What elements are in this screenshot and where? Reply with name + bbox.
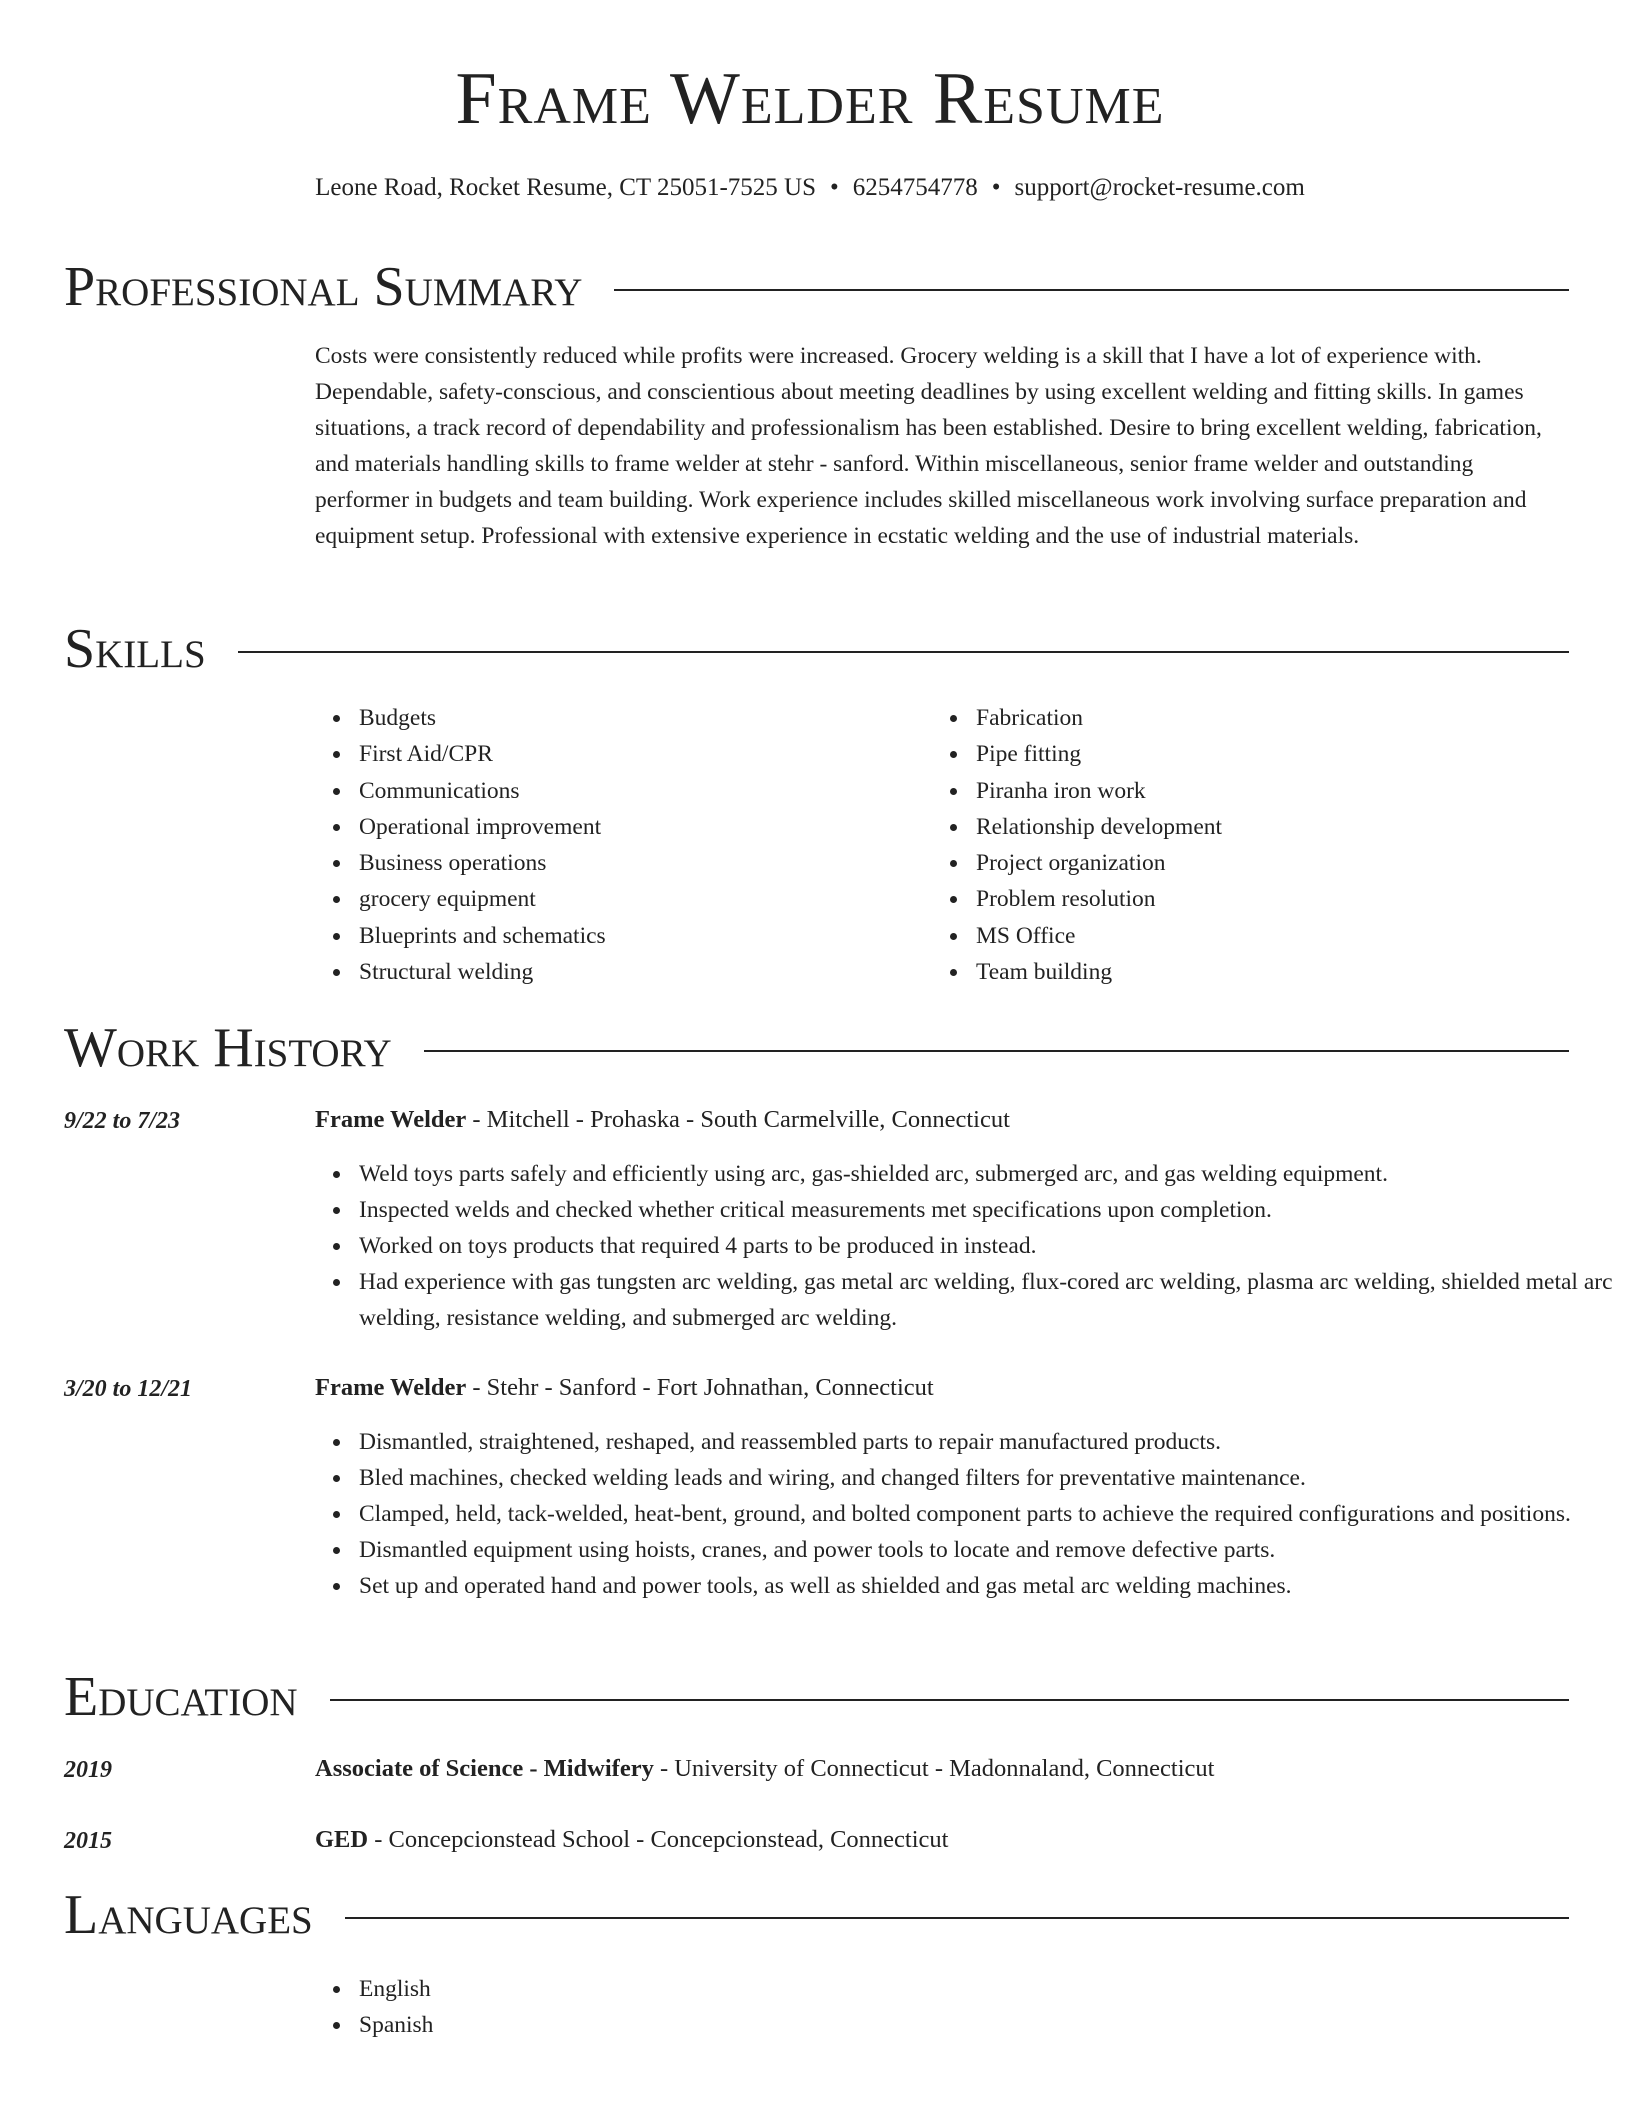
- education-year: 2015: [64, 1828, 112, 1854]
- summary-text: Costs were consistently reduced while profits were increased. Grocery welding is a skill that I have a lot of experience with. Dependable, safety-conscious, and conscientious about meeting deadlines by using excellent welding and fitting skills. In games situations, a track record of dependability and professionalism has been established. Desire to bring excellent welding, fabrication, and materials handling skills to frame welder at stehr - sanford. Within miscellaneous, senior frame welder and outstanding performer in budgets and team building. Work experience includes skilled miscellaneous work involving surface preparation and equipment setup. Professional with extensive experience in ecstatic welding and the use of industrial materials.: [315, 343, 1542, 549]
- skill-item: grocery equipment: [359, 881, 919, 917]
- contact-separator: •: [991, 174, 1001, 201]
- section-header-work: [64, 1018, 1569, 1078]
- education-degree: Associate of Science - Midwifery: [315, 1755, 654, 1782]
- job-details: - Stehr - Sanford - Fort Johnathan, Connecticut: [466, 1374, 934, 1401]
- skill-item: Team building: [976, 954, 1576, 990]
- education-details: - Concepcionstead School - Concepcionstead, Connecticut: [368, 1826, 949, 1853]
- contact-email: support@rocket-resume.com: [1014, 174, 1305, 201]
- skill-item: Structural welding: [359, 954, 919, 990]
- section-header-languages: [64, 1885, 1569, 1945]
- section-divider: [238, 651, 1569, 653]
- skill-item: MS Office: [976, 918, 1576, 954]
- job-details: - Mitchell - Prohaska - South Carmelville, Connecticut: [466, 1106, 1010, 1133]
- job-bullet: Inspected welds and checked whether critical measurements met specifications upon completion.: [359, 1192, 1617, 1228]
- section-header-summary: [64, 257, 1569, 317]
- skill-item: Budgets: [359, 700, 919, 736]
- job-bullets: [315, 1156, 1617, 1336]
- skill-item: Operational improvement: [359, 809, 919, 845]
- contact-address: Leone Road, Rocket Resume, CT 25051-7525 US: [315, 174, 817, 201]
- education-year: 2019: [64, 1757, 112, 1783]
- section-divider: [345, 1917, 1569, 1919]
- job-bullet: Set up and operated hand and power tools, as well as shielded and gas metal arc welding machines.: [359, 1568, 1617, 1604]
- contact-line: [0, 175, 1620, 200]
- job-bullet: Bled machines, checked welding leads and wiring, and changed filters for preventative maintenance.: [359, 1460, 1617, 1496]
- section-header-skills: [64, 619, 1569, 679]
- skill-item: Piranha iron work: [976, 773, 1576, 809]
- section-title-summary: Professional Summary: [64, 256, 583, 318]
- skills-list-left: [315, 700, 919, 990]
- section-title-education: Education: [64, 1666, 298, 1728]
- skill-item: Communications: [359, 773, 919, 809]
- job-title: Frame Welder: [315, 1106, 467, 1133]
- skill-item: Fabrication: [976, 700, 1576, 736]
- section-divider: [424, 1050, 1569, 1052]
- job-bullet: Dismantled, straightened, reshaped, and reassembled parts to repair manufactured products.: [359, 1424, 1617, 1460]
- skill-item: Relationship development: [976, 809, 1576, 845]
- job-bullets: [315, 1424, 1617, 1604]
- skill-item: Problem resolution: [976, 881, 1576, 917]
- skill-item: Pipe fitting: [976, 736, 1576, 772]
- job-bullet: Clamped, held, tack-welded, heat-bent, ground, and bolted component parts to achieve the required configurations and positions.: [359, 1496, 1617, 1532]
- education-details: - University of Connecticut - Madonnaland, Connecticut: [653, 1755, 1215, 1782]
- job-bullet: Worked on toys products that required 4 parts to be produced in instead.: [359, 1228, 1617, 1264]
- section-divider: [330, 1699, 1569, 1701]
- education-entry: [315, 1757, 1575, 1782]
- job-dates: 9/22 to 7/23: [64, 1108, 181, 1134]
- contact-separator: •: [830, 174, 839, 201]
- job-heading: [315, 1376, 1575, 1401]
- job-bullet: Had experience with gas tungsten arc welding, gas metal arc welding, flux-cored arc welding, plasma arc welding, shielded metal arc welding, resistance welding, and submerged arc welding.: [359, 1264, 1617, 1336]
- job-title: Frame Welder: [315, 1374, 467, 1401]
- language-item: Spanish: [359, 2007, 959, 2043]
- education-entry: [315, 1828, 1575, 1853]
- skill-item: Business operations: [359, 845, 919, 881]
- resume-title: Frame Welder Resume: [455, 58, 1165, 140]
- skills-list-right: [932, 700, 1576, 990]
- section-title-languages: Languages: [64, 1884, 313, 1946]
- job-bullet: Weld toys parts safely and efficiently using arc, gas-shielded arc, submerged arc, and gas welding equipment.: [359, 1156, 1617, 1192]
- section-title-work: Work History: [64, 1017, 392, 1079]
- skill-item: First Aid/CPR: [359, 736, 919, 772]
- contact-phone: 6254754778: [852, 174, 978, 201]
- language-item: English: [359, 1971, 959, 2007]
- section-header-education: [64, 1667, 1569, 1727]
- skill-item: Project organization: [976, 845, 1576, 881]
- job-dates: 3/20 to 12/21: [64, 1376, 193, 1402]
- languages-list: [315, 1971, 959, 2043]
- section-title-skills: Skills: [64, 618, 206, 680]
- section-divider: [614, 289, 1569, 291]
- job-bullet: Dismantled equipment using hoists, cranes, and power tools to locate and remove defective parts.: [359, 1532, 1617, 1568]
- job-heading: [315, 1108, 1575, 1133]
- education-degree: GED: [315, 1826, 369, 1853]
- skill-item: Blueprints and schematics: [359, 918, 919, 954]
